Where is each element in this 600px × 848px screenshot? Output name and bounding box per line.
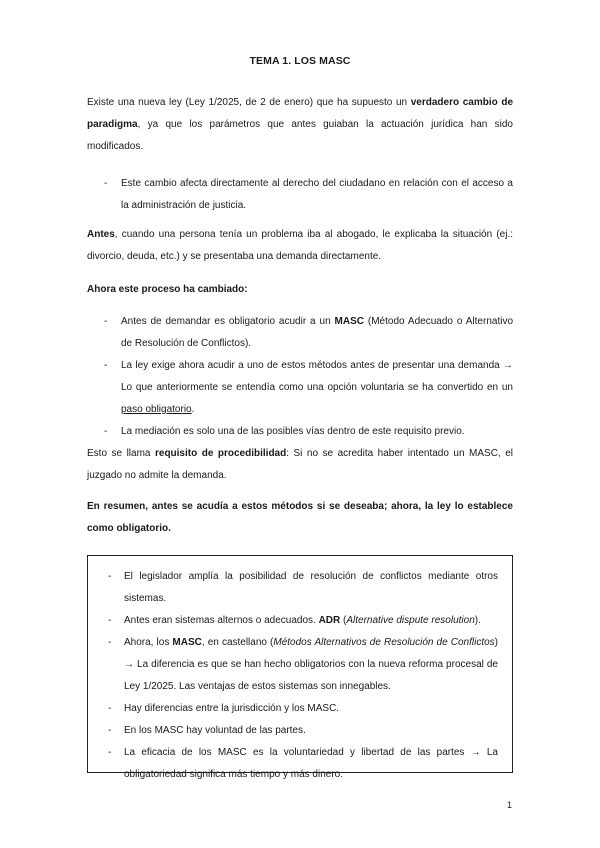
before-bold: Antes	[87, 229, 115, 240]
dash-marker: -	[104, 360, 108, 371]
list-item-text-c: (Método Adecuado o Alternativo de Resolución de Conflictos).	[121, 316, 513, 349]
list-item-text-c: , en castellano (	[201, 637, 274, 648]
list-item	[88, 610, 498, 632]
list-item	[88, 742, 498, 786]
procedibility-text-c: : Si no se acredita haber intentado un MASC, el juzgado no admite la demanda.	[87, 448, 513, 481]
page-title: TEMA 1. LOS MASC	[249, 55, 351, 67]
dash-marker: -	[108, 703, 112, 714]
list-item	[88, 720, 498, 742]
before-text: , cuando una persona tenía un problema iba al abogado, le explicaba la situación (ej.: divorcio, deuda, etc.) y se presentaba una demanda directamente.	[87, 229, 513, 262]
list-item-text: Este cambio afecta directamente al derecho del ciudadano en relación con el acceso a la administración de justicia.	[121, 178, 513, 211]
list-item-text-a: Antes eran sistemas alternos o adecuados.	[124, 615, 319, 626]
dash-marker: -	[104, 426, 108, 437]
procedibility-paragraph	[87, 443, 513, 487]
intro-text-bold: verdadero cambio de paradigma	[87, 97, 513, 130]
list-item-text: La mediación es solo una de las posibles vías dentro de este requisito previo.	[121, 426, 465, 437]
list-item	[87, 355, 513, 421]
dash-marker: -	[108, 615, 112, 626]
list-item-text: Hay diferencias entre la jurisdicción y los MASC.	[124, 703, 340, 714]
page-number: 1	[507, 800, 513, 810]
list-item	[87, 173, 513, 217]
list-item-text: En los MASC hay voluntad de las partes.	[124, 725, 306, 736]
list-item-text-e: ).	[474, 615, 481, 626]
dash-marker: -	[108, 571, 112, 582]
dash-marker: -	[108, 747, 112, 758]
now-heading-text: Ahora este proceso ha cambiado:	[87, 284, 248, 295]
list-item-underlined: paso obligatorio	[121, 404, 192, 415]
dash-marker: -	[104, 178, 108, 189]
dash-marker: -	[104, 316, 108, 327]
list-item-text-a: Antes de demandar es obligatorio acudir a un	[121, 316, 335, 327]
dash-marker: -	[108, 725, 112, 736]
boxed-notes	[87, 555, 513, 780]
summary-paragraph	[87, 496, 513, 540]
list-item-italic: Alternative dispute resolution	[346, 615, 475, 626]
list-item-bold: ADR	[318, 615, 341, 626]
boxed-list	[88, 566, 498, 786]
list-item-bold: MASC	[334, 316, 364, 327]
intro-paragraph	[87, 92, 513, 158]
list-item	[87, 311, 513, 355]
list-item-text-a: La ley exige ahora acudir a uno de estos métodos antes de presentar una demanda → Lo que anteriormente se entendía como una opción voluntaria se ha convertido en un	[121, 360, 513, 393]
summary-text: En resumen, antes se acudía a estos métodos si se deseaba; ahora, la ley lo establece como obligatorio.	[87, 501, 513, 534]
list-item-text-c: (	[340, 615, 347, 626]
list-item-italic: Métodos Alternativos de Resolución de Conflictos	[273, 637, 495, 648]
dash-marker: -	[108, 637, 112, 648]
bullet-list-2	[87, 311, 513, 443]
list-item-text: La eficacia de los MASC es la voluntariedad y libertad de las partes → La obligatoriedad significa más tiempo y más dinero.	[124, 747, 498, 780]
procedibility-bold: requisito de procedibilidad	[154, 448, 287, 459]
list-item	[87, 421, 513, 443]
list-item-text-c: .	[191, 404, 195, 415]
intro-text-a: Existe una nueva ley (Ley 1/2025, de 2 de enero) que ha supuesto un	[87, 97, 411, 108]
procedibility-text-a: Esto se llama	[87, 448, 155, 459]
before-paragraph	[87, 224, 513, 268]
now-heading	[87, 279, 513, 301]
list-item-text-e: ) → La diferencia es que se han hecho obligatorios con la nueva reforma procesal de Ley 1/2025. Las ventajas de estos sistemas son innegables.	[124, 637, 498, 692]
list-item-text-a: Ahora, los	[124, 637, 173, 648]
list-item-bold: MASC	[172, 637, 202, 648]
list-item	[88, 632, 498, 698]
intro-text-c: , ya que los parámetros que antes guiaban la actuación jurídica han sido modificados.	[87, 119, 513, 152]
list-item-text: El legislador amplía la posibilidad de resolución de conflictos mediante otros sistemas.	[124, 571, 498, 604]
bullet-list-1	[87, 173, 513, 217]
list-item	[88, 698, 498, 720]
list-item	[88, 566, 498, 610]
